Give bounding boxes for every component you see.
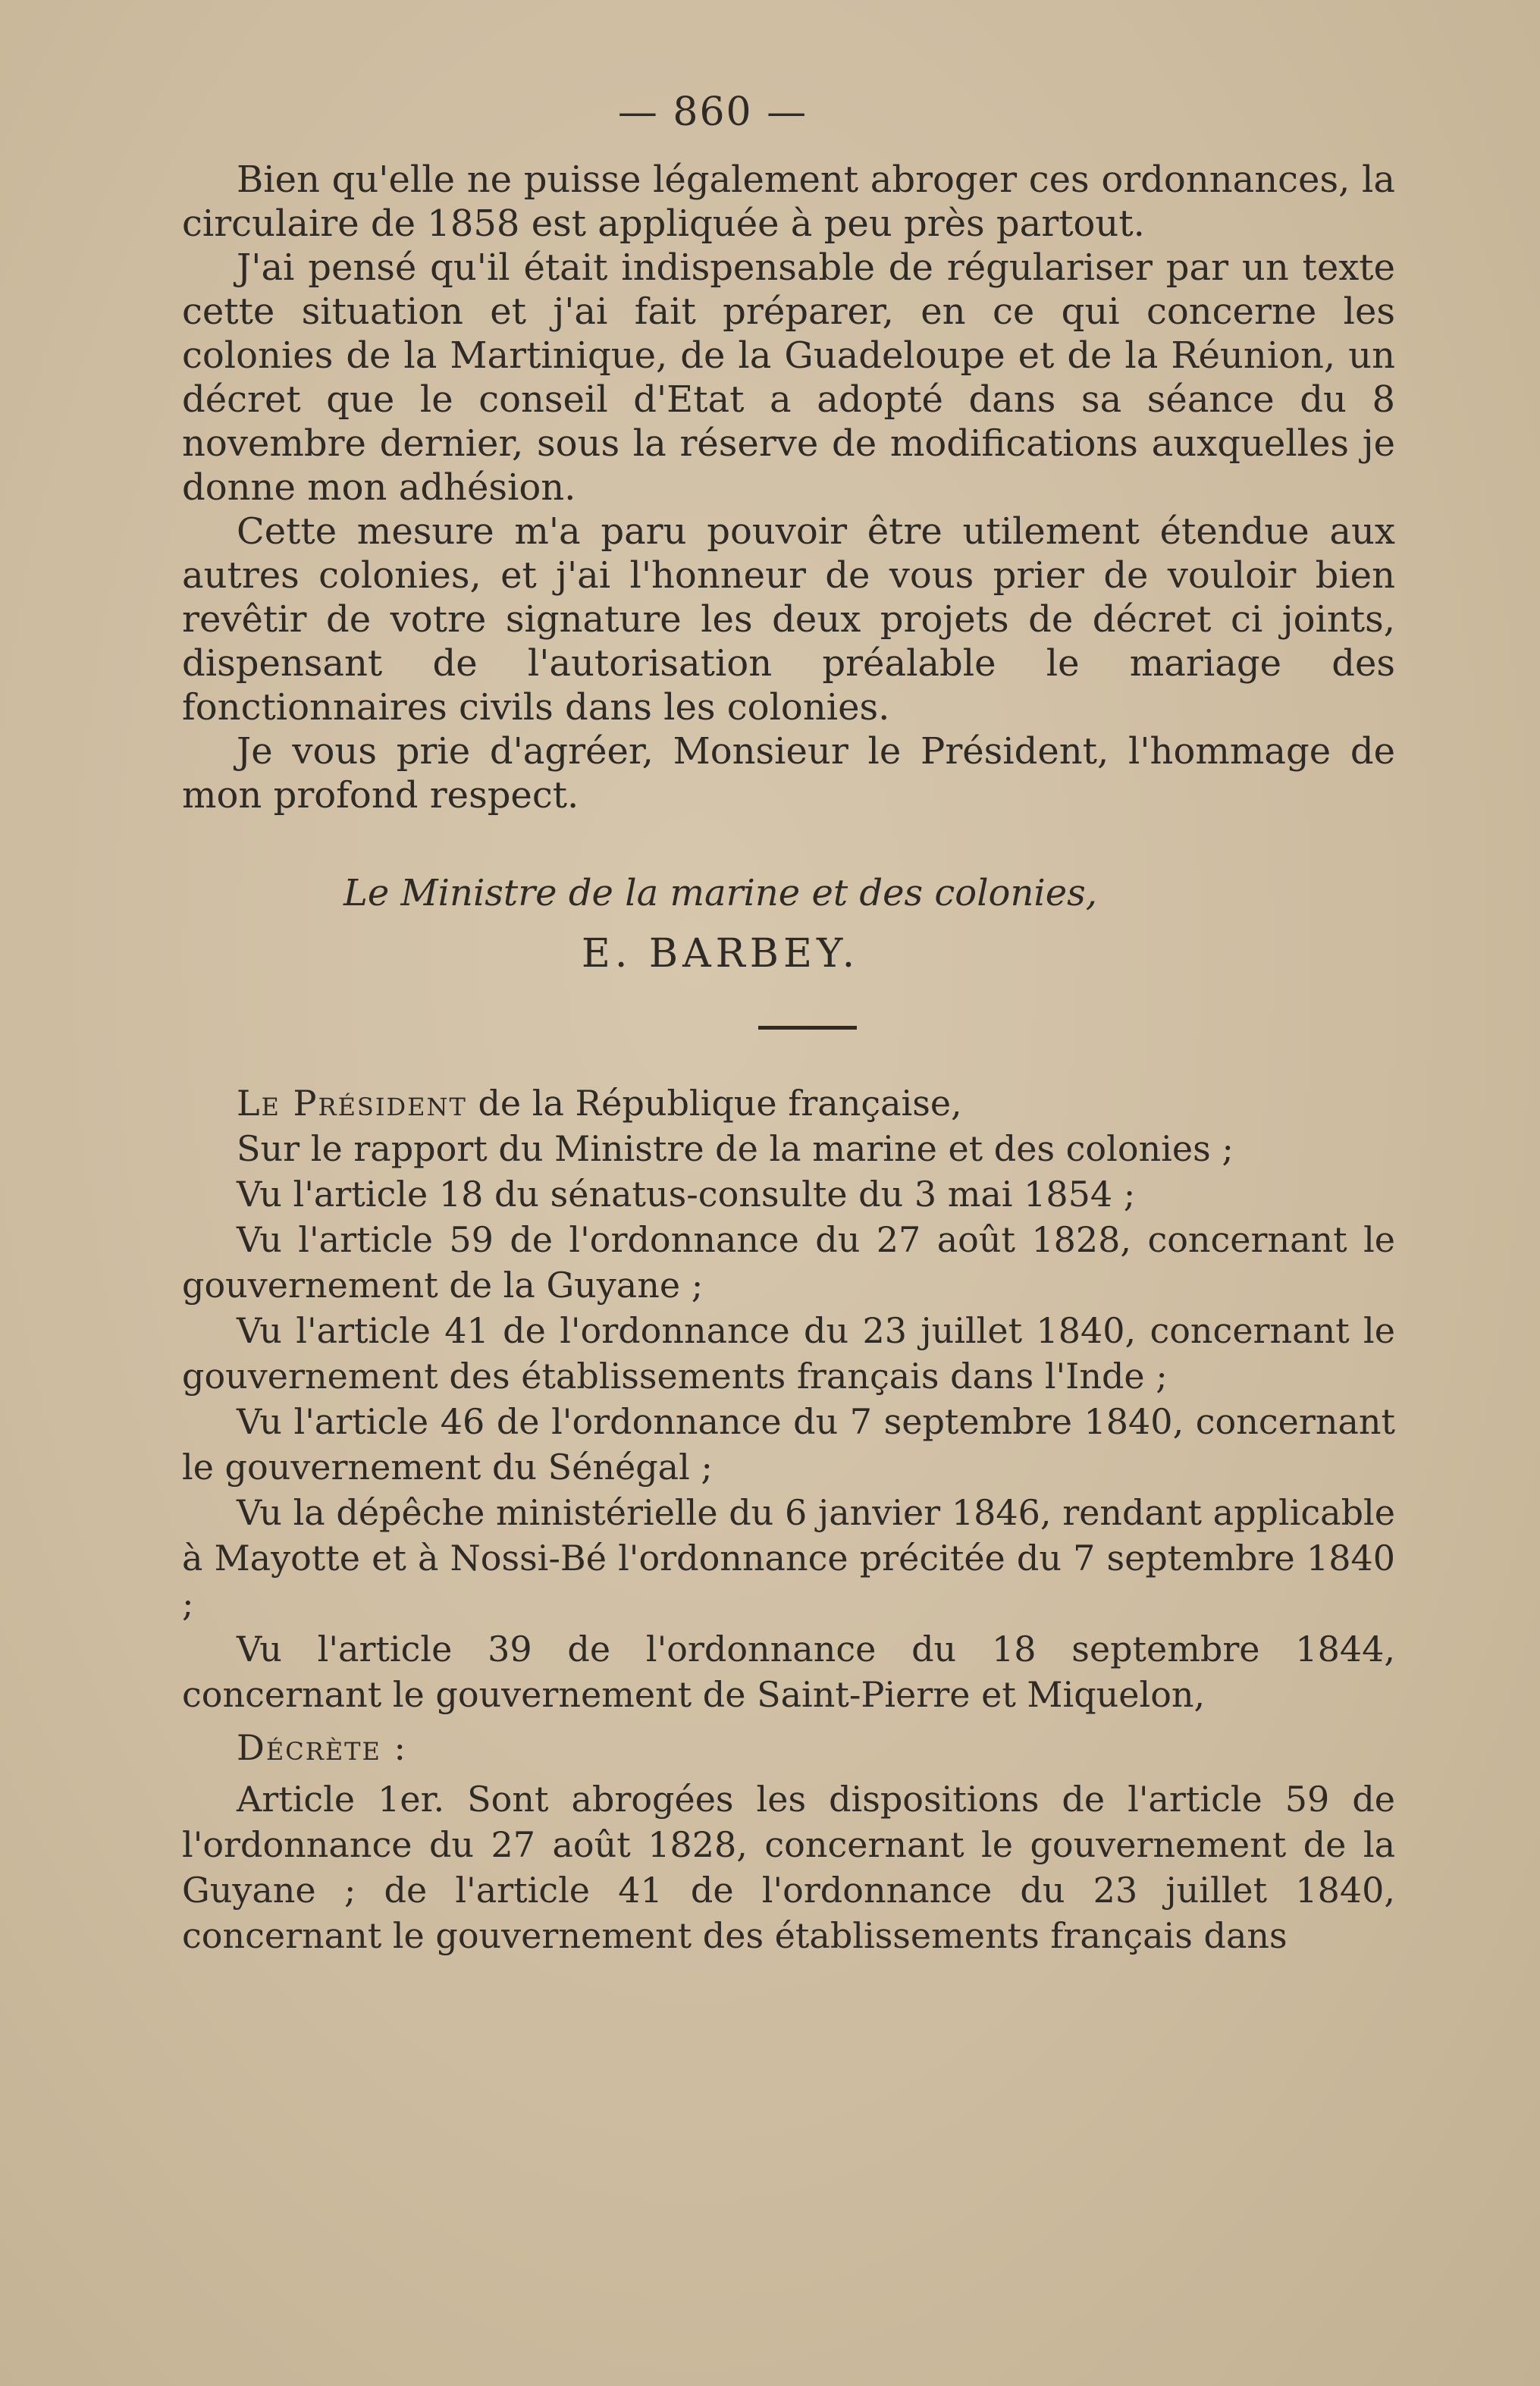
decree-consideration: Vu l'article 41 de l'ordonnance du 23 juillet 1840, concernant le gouvernement des établissements français dans l'Inde ; [182,1310,1395,1397]
decree-opening [182,1080,1395,1126]
signature-name: E. BARBEY. [581,931,860,977]
decree-article [182,1776,1395,1958]
letter-body [182,158,1395,817]
decrete-label: Décrète : [237,1727,408,1768]
decree-consideration: Vu l'article 59 de l'ordonnance du 27 août 1828, concernant le gouvernement de la Guyane ; [182,1219,1395,1306]
signature-title: Le Ministre de la marine et des colonies, [343,872,1098,914]
decree-consideration: Vu l'article 46 de l'ordonnance du 7 septembre 1840, concernant le gouvernement du Sénégal ; [182,1401,1395,1488]
letter-paragraph: Je vous prie d'agréer, Monsieur le Président, l'hommage de mon profond respect. [182,730,1395,817]
decree-opening-text: de la République française, [466,1083,962,1124]
decree-consideration: Sur le rapport du Ministre de la marine et des colonies ; [237,1128,1234,1169]
article-text: Sont abrogées les dispositions de l'article 59 de l'ordonnance du 27 août 1828, concernant le gouvernement de la Guyane ; de l'article 41 de l'ordonnance du 23 juillet 1840, concernant le gouvernement des établissements français dans [182,1779,1395,1956]
decree-consideration: Vu l'article 39 de l'ordonnance du 18 septembre 1844, concernant le gouvernement de Saint-Pierre et Miquelon, [182,1629,1395,1715]
letter-paragraph: J'ai pensé qu'il était indispensable de régulariser par un texte cette situation et j'ai fait préparer, en ce qui concerne les colonies de la Martinique, de la Guadeloupe et de la Réunion, un décret que le conseil d'Etat a adopté dans sa séance du 8 novembre dernier, sous la réserve de modifications auxquelles je donne mon adhésion. [182,246,1395,509]
page-number: — 860 — [617,89,808,135]
decree-consideration: Vu l'article 18 du sénatus-consulte du 3 mai 1854 ; [237,1174,1136,1215]
decree-consideration: Vu la dépêche ministérielle du 6 janvier 1846, rendant applicable à Mayotte et à Nossi-Bé l'ordonnance précitée du 7 septembre 1840 ; [182,1492,1395,1624]
decree-body [182,1080,1395,1958]
decrete-heading [182,1725,1395,1770]
section-divider [758,1026,857,1030]
president-label: Le Président [237,1083,467,1124]
letter-paragraph: Cette mesure m'a paru pouvoir être utilement étendue aux autres colonies, et j'ai l'honneur de vous prier de vouloir bien revêtir de votre signature les deux projets de décret ci joints, dispensant de l'autorisation préalable le mariage des fonctionnaires civils dans les colonies. [182,510,1395,729]
article-label: Article 1er. [237,1779,445,1820]
letter-paragraph: Bien qu'elle ne puisse légalement abroger ces ordonnances, la circulaire de 1858 est appliquée à peu près partout. [182,158,1395,245]
